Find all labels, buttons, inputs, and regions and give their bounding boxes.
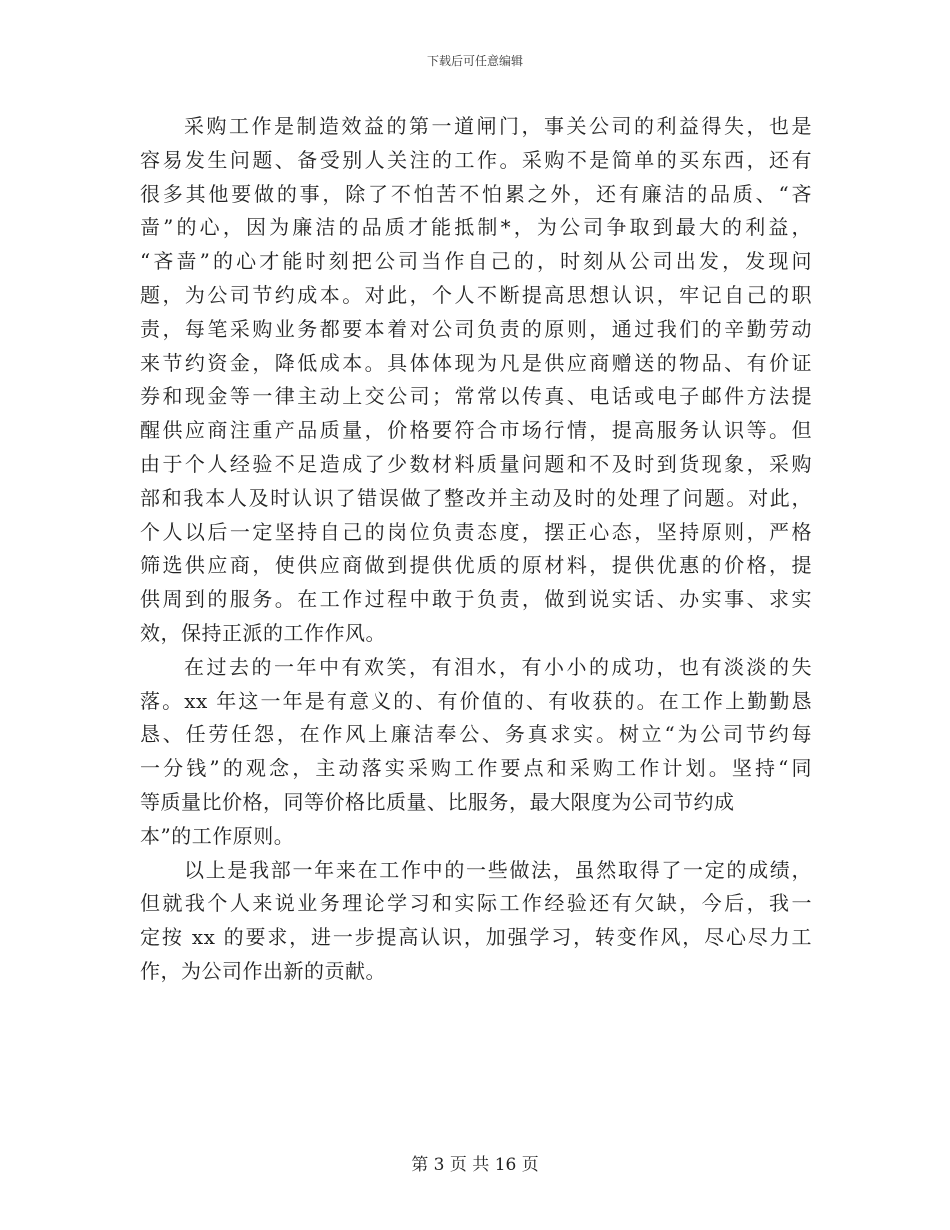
paragraph-2-line: 恳、任劳任怨，在作风上廉洁奉公、务真求实。树立“为公司节约每 [140, 722, 812, 747]
page-header-note: 下载后可任意编辑 [426, 54, 523, 68]
paragraph-1-line: “吝啬”的心才能时刻把公司当作自己的，时刻从公司出发，发现问 [140, 249, 812, 274]
paragraph-1-line: 供周到的服务。在工作过程中敢于负责，做到说实话、办实事、求实 [140, 587, 812, 612]
paragraph-1-line: 很多其他要做的事，除了不怕苦不怕累之外，还有廉洁的品质、“吝 [140, 181, 812, 206]
paragraph-1-line: 责，每笔采购业务都要本着对公司负责的原则，通过我们的辛勤劳动 [140, 316, 812, 341]
paragraph-1-line: 筛选供应商，使供应商做到提供优质的原材料，提供优惠的价格，提 [140, 553, 812, 578]
paragraph-1-line: 题，为公司节约成本。对此，个人不断提高思想认识，牢记自己的职 [140, 282, 812, 307]
paragraph-3-line: 定按 xx 的要求，进一步提高认识，加强学习，转变作风，尽心尽力工 [140, 925, 812, 950]
paragraph-3-line: 但就我个人来说业务理论学习和实际工作经验还有欠缺，今后，我一 [140, 891, 812, 916]
paragraph-2-line: 在过去的一年中有欢笑，有泪水，有小小的成功，也有淡淡的失 [184, 654, 812, 679]
paragraph-2-line: 等质量比价格，同等价格比质量、比服务，最大限度为公司节约成 [140, 789, 735, 814]
paragraph-1-line: 券和现金等一律主动上交公司；常常以传真、电话或电子邮件方法提 [140, 384, 812, 409]
paragraph-3-line: 作，为公司作出新的贡献。 [140, 958, 386, 983]
paragraph-1-line: 来节约资金，降低成本。具体体现为凡是供应商赠送的物品、有价证 [140, 350, 812, 375]
paragraph-2-line: 一分钱”的观念，主动落实采购工作要点和采购工作计划。坚持“同 [140, 756, 812, 781]
paragraph-2-line: 本”的工作原则。 [140, 823, 295, 848]
paragraph-1-line: 部和我本人及时认识了错误做了整改并主动及时的处理了问题。对此， [140, 485, 812, 510]
paragraph-1-line: 容易发生问题、备受别人关注的工作。采购不是简单的买东西，还有 [140, 147, 812, 172]
page-number: 第 3 页 共 16 页 [411, 1155, 539, 1175]
paragraph-1-line: 效，保持正派的工作作风。 [140, 620, 386, 645]
document-body [140, 110, 812, 989]
paragraph-1-line: 醒供应商注重产品质量，价格要符合市场行情，提高服务认识等。但 [140, 418, 812, 443]
paragraph-1-line: 采购工作是制造效益的第一道闸门，事关公司的利益得失，也是 [184, 114, 812, 138]
paragraph-2-line: 落。xx 年这一年是有意义的、有价值的、有收获的。在工作上勤勤恳 [140, 688, 812, 713]
paragraph-1-line: 啬”的心，因为廉洁的品质才能抵制*，为公司争取到最大的利益， [140, 215, 812, 240]
paragraph-3-line: 以上是我部一年来在工作中的一些做法，虽然取得了一定的成绩， [184, 857, 812, 882]
paragraph-1-line: 个人以后一定坚持自己的岗位负责态度，摆正心态，坚持原则，严格 [140, 519, 812, 544]
paragraph-1-line: 由于个人经验不足造成了少数材料质量问题和不及时到货现象，采购 [140, 451, 812, 476]
